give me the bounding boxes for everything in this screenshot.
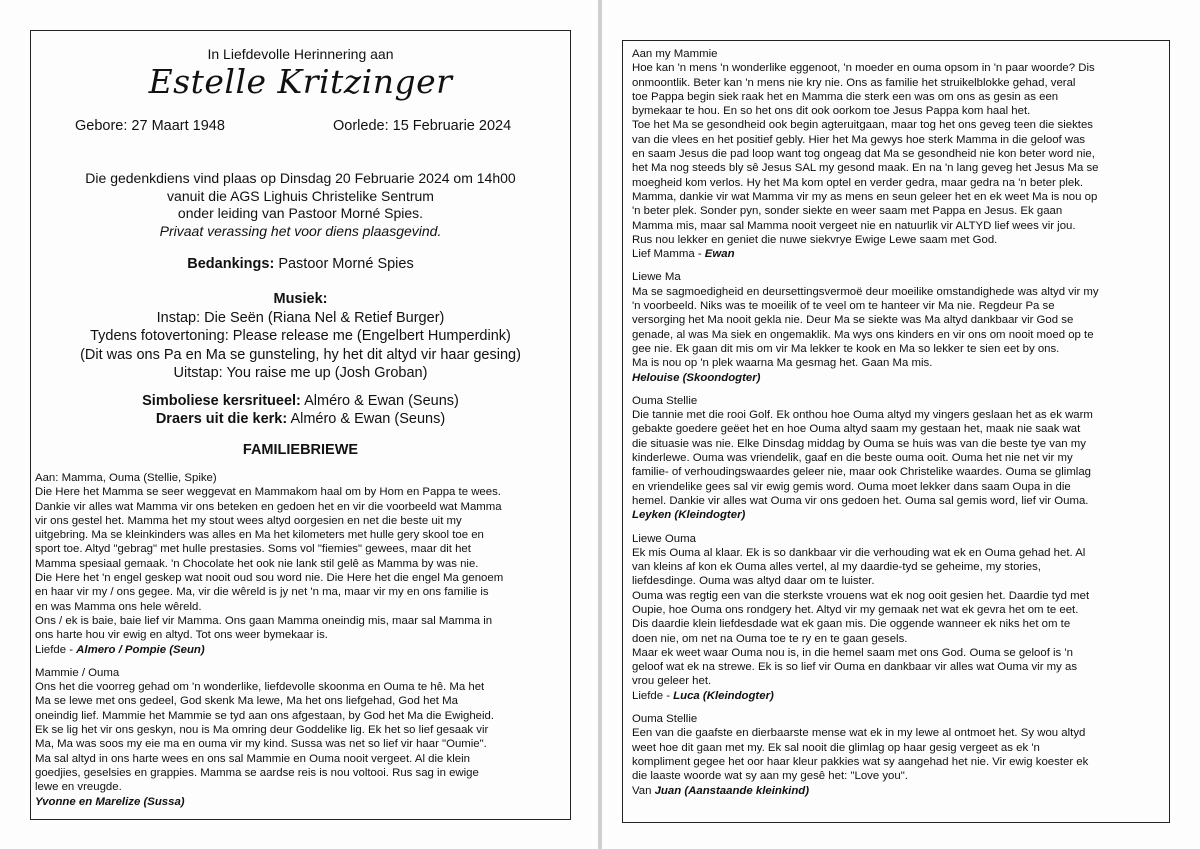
music-title: Musiek: (273, 291, 328, 307)
letter-line: ons harte hou vir ewig en altyd. Tot ons weer bymekaar is. (35, 629, 328, 642)
letter-signature (632, 784, 1162, 798)
letter-line: Die tannie met die rooi Golf. Ek onthou hoe Ouma altyd my vingers geslaan het as ek warm (632, 409, 1093, 422)
letter-line: goedjies, geselsies en grappies. Mamma se aardse reis is nou voltooi. Rus sag in ewige (35, 766, 479, 779)
letter-line: geloof wat ek na strewe. Ek is so lief vir Ouma en dankbaar vir alles wat Ouma vir my as (632, 661, 1078, 674)
deceased-name: Estelle Kritzinger (148, 62, 453, 101)
family-letter (632, 394, 1162, 523)
letter-line: onmoontlik. Beter kan 'n mens nie kry nie. Ons as familie het struikelblokke gehad, veral (632, 76, 1076, 89)
signature-name: Almero / Pompie (Seun) (76, 643, 205, 656)
bearers-value: Alméro & Ewan (Seuns) (290, 411, 446, 427)
letter-line: Toe het Ma se gesondheid ook begin agteruitgaan, maar tog het ons geveg teen die siektes (632, 119, 1094, 132)
letter-line: Hoe kan 'n mens 'n wonderlike eggenoot, 'n moeder en ouma opsom in 'n paar woorde? Dis (632, 62, 1095, 75)
letter-line: toe Pappa begin siek raak het en Mamma die sterk een was om ons as gesin as een (632, 90, 1059, 103)
letter-signature (35, 643, 561, 657)
service-line: vanuit die AGS Lighuis Christelike Sentrum (167, 187, 434, 204)
letter-line: sport toe. Altyd "gebrag" met hulle prestasies. Soms vol "fiemies" gewees, maar dit het (35, 543, 471, 556)
letter-greeting: Mammie / Ouma (35, 666, 120, 679)
letter-greeting: Aan my Mammie (632, 48, 718, 60)
letter-line: Een van die gaafste en dierbaarste mense wat ek in my lewe al ontmoet het. Sy wou altyd (632, 727, 1086, 740)
letter-line: lewe en vreugde. (35, 781, 122, 794)
letter-line: en vriendelike gees sal vir ewig gemis word. Ouma moet lekker dans saam Oupa in die (632, 480, 1071, 493)
letter-line: Ma sal altyd in ons harte wees en ons sal Mammie en Ouma nooit vergeet. Al die klein (35, 752, 470, 765)
letter-line: doen nie, om net na Ouma toe te ry en te gaan gesels. (632, 632, 908, 645)
letter-line: Ma se lewe met ons gedeel, God skenk Ma lewe, Ma het ons liefgehad, God het Ma (35, 695, 458, 708)
letter-signature (632, 508, 1162, 522)
letter-line: kinderlewe. Ouma was vriendelik, gaaf en die beste ouma ooit. Ouma het nie net vir my (632, 452, 1073, 465)
music-line: Instap: Die Seën (Riana Nel & Retief Burger) (156, 309, 445, 326)
letter-line: Ouma was regtig een van die sterkste vrouens wat ek nog ooit gesien het. Daardie tyd met (632, 589, 1090, 602)
letter-line: van die vlees en het positief gebly. Hier het Ma gewys hoe sterk Mamma in die geloof was (632, 133, 1086, 146)
service-line: Die gedenkdiens vind plaas op Dinsdag 20 Februarie 2024 om 14h00 (85, 170, 516, 186)
letter-signature (35, 795, 561, 809)
family-letter (35, 471, 561, 657)
symbolic-value: Alméro & Ewan (Seuns) (304, 393, 459, 409)
thanks-label: Bedankings: (187, 256, 275, 272)
music-line: (Dit was ons Pa en Ma se gunsteling, hy het dit altyd vir haar gesing) (80, 346, 521, 363)
letter-line: Dankie vir alles wat Mamma vir ons beteken en gedoen het en vir die voorbeeld wat Mamma (35, 500, 502, 513)
letter-line: Dis daardie klein liefdesdade wat ek gaan mis. Die oggende wanneer ek niks het om te (632, 618, 1071, 631)
letter-line: oneindig lief. Mammie het Mammie se tyd aan ons afgestaan, by God het Ma die Ewigheid. (35, 709, 495, 722)
symbolic-label: Simboliese kersritueel: (142, 393, 301, 409)
letter-line: vrou geleer het. (632, 675, 712, 688)
letter-line: genade, al was Ma siek en ongemaklik. Ma wys ons kinders en vir ons om nooit moed op te (632, 328, 1094, 341)
letter-line: en saam Jesus die pad loop want tog ongeag dat Ma se gesondheid nie kon beter word nie, (632, 148, 1095, 161)
signature-name: Ewan (704, 248, 735, 261)
letter-line: Ek se lig het vir ons geskyn, nou is Ma omring deur Goddelike lig. Ek het so lief gesaak vir (35, 724, 489, 737)
letter-line: 'n beter plek. Sonder pyn, sonder siekte en weer saam met Pappa en Jesus. Ek gaan (632, 205, 1063, 218)
letters-right-column (632, 47, 1162, 807)
family-letters-heading: FAMILIEBRIEWE (242, 442, 359, 458)
signature-prefix: Van (632, 784, 655, 797)
letter-line: kompliment gegee het oor haar kleur pakkies wat sy aangehad het nie. Vir ewig koester ek (632, 755, 1089, 768)
letter-line: Oupie, hoe Ouma ons rondgery het. Altyd vir my gemaak net wat ek gevra het om te eet. (632, 603, 1079, 616)
letter-line: gebakte goedere geëet het en hoe Ouma altyd saam my gestaan het, maak nie saak wat (632, 423, 1081, 436)
birth-date: Gebore: 27 Maart 1948 (75, 118, 225, 134)
music-line: Uitstap: You raise me up (Josh Groban) (173, 365, 428, 381)
thanks-value: Pastoor Morné Spies (278, 256, 414, 272)
letter-greeting: Liewe Ouma (632, 532, 696, 545)
letter-line: Die Here het 'n engel geskep wat nooit oud sou word nie. Die Here het die engel Ma genoem (35, 572, 504, 585)
letter-line: Ma se sagmoedigheid en deursettingsvermoë deur moeilike omstandighede was altyd vir my (632, 285, 1099, 298)
rituals-section (30, 392, 571, 428)
letter-line: die situasie was nie. Elke Dinsdag middag by Ouma se huis was van die beste tye van my (632, 437, 1086, 450)
letter-line: bymekaar te hou. En so het ons dit ook oorkom toe Jesus Pappa kom haal het. (632, 105, 1031, 118)
death-date: Oorlede: 15 Februarie 2024 (333, 118, 512, 134)
letter-greeting: Aan: Mamma, Ouma (Stellie, Spike) (35, 472, 217, 484)
letter-line: Mamma spesiaal gemaak. 'n Chocolate het ook nie lank stil gelê as Mamma by was nie. (35, 557, 479, 570)
signature-prefix: Lief Mamma - (632, 248, 705, 261)
memorial-intro: In Liefdevolle Herinnering aan (207, 46, 394, 62)
letter-line: liefdesdinge. Ouma was altyd daar om te luister. (632, 575, 875, 588)
family-letter (632, 47, 1162, 261)
letter-line: weet hoe dit gaan met my. Ek sal nooit die glimlag op haar gesig vergeet as ek 'n (632, 741, 1040, 754)
signature-name: Juan (Aanstaande kleinkind) (654, 784, 810, 797)
letter-line: Ek mis Ouma al klaar. Ek is so dankbaar vir die verhouding wat ek en Ouma gehad het. Al (632, 546, 1086, 559)
family-letter (632, 712, 1162, 798)
thanks-section (30, 256, 571, 272)
music-section (30, 290, 571, 383)
bearers-label: Draers uit die kerk: (155, 411, 288, 427)
letter-line: Die Here het Mamma se seer weggevat en Mammakom haal om by Hom en Pappa te wees. (35, 486, 501, 499)
letter-signature (632, 247, 1162, 261)
signature-prefix: Liefde - (632, 689, 674, 702)
family-letter (632, 270, 1162, 384)
family-letter (632, 532, 1162, 704)
letter-line: Ma, Ma was soos my eie ma en ouma vir my kind. Sussa was net so lief vir haar "Oumie". (35, 738, 487, 751)
letter-greeting: Ouma Stellie (632, 394, 698, 407)
service-line: onder leiding van Pastoor Morné Spies. (177, 205, 424, 221)
letter-line: uitgebring. Ma se kleinkinders was alles en Ma het kilometers met hulle gery skool toe en (35, 529, 484, 542)
letter-line: Ma is nou op 'n plek waarna Ma gesmag het. Gaan Ma mis. (632, 357, 933, 370)
signature-name: Helouise (Skoondogter) (632, 371, 761, 384)
service-details (30, 170, 571, 240)
letter-line: Rus nou lekker en geniet die nuwe siekvrye Ewige Lewe saam met God. (632, 233, 998, 246)
letters-left-column (35, 471, 561, 818)
letter-line: het Ma nog steeds bly sê Jesus SAL my gesond maak. En na 'n lang geveg het Jesus Ma se (632, 162, 1099, 175)
letter-line: hemel. Dankie vir alles wat Ouma vir ons gedoen het. Ouma sal gemis word, lief vir Ouma. (632, 494, 1089, 507)
bearers-row (30, 410, 571, 428)
letter-line: Ons / ek is baie, baie lief vir Mamma. Ons gaan Mamma oneindig mis, maar sal Mamma in (35, 614, 493, 627)
signature-name: Leyken (Kleindogter) (632, 509, 746, 522)
letter-signature (632, 371, 1162, 385)
letter-line: familie- of verhoudingswaardes geleer nie, maar ook Christelike waardes. Ouma se glimlag (632, 466, 1092, 479)
service-note: Privaat verassing het voor diens plaasgevind. (159, 222, 442, 239)
signature-name: Yvonne en Marelize (Sussa) (35, 795, 185, 808)
letter-line: Maar ek weet waar Ouma nou is, in die hemel saam met ons God. Ouma se geloof is 'n (632, 646, 1073, 659)
letter-line: van kleins af kon ek Ouma alles vertel, al my daardie-tyd se geheime, my stories, (632, 561, 1041, 574)
letter-line: moegheid kom verlos. Hy het Ma kom optel en verder gedra, maar gedra na 'n beter plek. (632, 176, 1084, 189)
letter-line: en haar vir my / ons gegee. Ma, vir die wêreld is jy net 'n ma, maar vir my en ons familie is (35, 586, 489, 599)
letter-line: Mamma mis, maar sal Mamma nooit vergeet nie en natuurlik vir ALTYD lief wees vir jou. (632, 219, 1076, 232)
letter-line: gee nie. Ek gaan dit mis om vir Ma lekker te kook en Ma so lekker te sien eet by ons. (632, 342, 1060, 355)
letter-line: vir ons gestel het. Mamma het my stout wees altyd oorgesien en net die beste uit my (35, 514, 462, 527)
letter-greeting: Liewe Ma (632, 271, 681, 284)
letter-line: Mamma, dankie vir wat Mamma vir my as mens en seun geleer het en ek weet Ma is nou op (632, 190, 1098, 203)
letter-line: versorging het Ma nooit gekla nie. Deur Ma se siekte was Ma altyd dankbaar vir God se (632, 314, 1074, 327)
music-line: Tydens fotovertoning: Please release me (Engelbert Humperdink) (90, 328, 511, 344)
letter-signature (632, 689, 1162, 703)
letter-line: die laaste woorde wat sy aan my gesê het: "Love you". (632, 770, 908, 783)
letter-line: 'n voorbeeld. Niks was te moeilik of te veel om te hanteer vir Ma nie. Regdeur Pa se (632, 300, 1055, 313)
letter-greeting: Ouma Stellie (632, 713, 698, 726)
letter-line: en was Mamma ons hele wêreld. (35, 600, 202, 613)
letter-line: Ons het die voorreg gehad om 'n wonderlike, liefdevolle skoonma en Ouma te hê. Ma het (35, 681, 485, 694)
symbolic-candle-row (30, 392, 571, 410)
family-letter (35, 666, 561, 809)
signature-prefix: Liefde - (35, 643, 77, 656)
signature-name: Luca (Kleindogter) (673, 689, 774, 702)
